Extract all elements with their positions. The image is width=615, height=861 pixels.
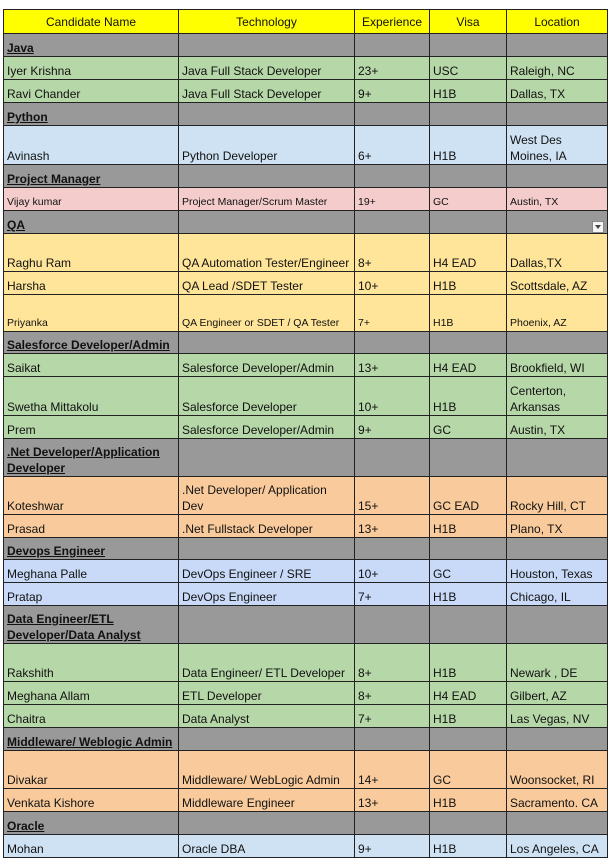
table-row <box>4 272 608 295</box>
table-row <box>4 515 608 538</box>
empty-cell[interactable] <box>430 103 507 126</box>
section-label[interactable]: Middleware/ Weblogic Admin <box>4 728 179 751</box>
section-label[interactable]: Java <box>4 34 179 57</box>
section-row-project-manager <box>4 165 608 188</box>
experience-cell[interactable]: 10+ <box>355 377 430 416</box>
empty-cell[interactable] <box>355 211 430 234</box>
technology-cell[interactable]: DevOps Engineer / SRE <box>179 560 355 583</box>
technology-cell[interactable]: Salesforce Developer/Admin <box>179 416 355 439</box>
location-cell[interactable]: Newark , DE <box>507 644 608 682</box>
visa-cell[interactable]: H1B <box>430 789 507 812</box>
empty-cell[interactable] <box>355 606 430 644</box>
empty-cell[interactable] <box>507 165 608 188</box>
table-row <box>4 416 608 439</box>
candidate-name-cell[interactable]: Rakshith <box>4 644 179 682</box>
technology-cell[interactable]: Project Manager/Scrum Master <box>179 188 355 211</box>
empty-cell[interactable] <box>507 439 608 477</box>
section-row-data-engineer <box>4 606 608 644</box>
empty-cell[interactable] <box>179 606 355 644</box>
technology-cell[interactable]: .Net Developer/ Application Dev <box>179 477 355 515</box>
candidate-name-cell[interactable]: Prasad <box>4 515 179 538</box>
chevron-down-icon[interactable] <box>592 221 604 233</box>
candidate-name-cell[interactable]: Divakar <box>4 751 179 789</box>
candidate-name-cell[interactable]: Avinash <box>4 126 179 165</box>
experience-cell[interactable]: 7+ <box>355 705 430 728</box>
visa-cell[interactable]: H1B <box>430 377 507 416</box>
visa-cell[interactable]: H1B <box>430 644 507 682</box>
header-row <box>4 10 608 34</box>
table-row <box>4 234 608 272</box>
candidate-name-cell[interactable]: Mohan <box>4 835 179 858</box>
location-cell[interactable]: Chicago, IL <box>507 583 608 606</box>
section-label[interactable]: Python <box>4 103 179 126</box>
empty-cell[interactable] <box>430 538 507 560</box>
candidate-name-cell[interactable]: Meghana Palle <box>4 560 179 583</box>
empty-cell[interactable] <box>430 332 507 354</box>
visa-cell[interactable]: GC EAD <box>430 477 507 515</box>
technology-cell[interactable]: Oracle DBA <box>179 835 355 858</box>
empty-cell[interactable] <box>355 34 430 57</box>
experience-cell[interactable]: 7+ <box>355 583 430 606</box>
experience-cell[interactable]: 13+ <box>355 515 430 538</box>
location-cell[interactable]: Gilbert, AZ <box>507 682 608 705</box>
candidate-name-cell[interactable]: Ravi Chander <box>4 80 179 103</box>
technology-cell[interactable]: Middleware/ WebLogic Admin <box>179 751 355 789</box>
candidate-name-cell[interactable]: Swetha Mittakolu <box>4 377 179 416</box>
section-row-java <box>4 34 608 57</box>
location-cell[interactable]: West Des Moines, IA <box>507 126 608 165</box>
visa-cell[interactable]: H4 EAD <box>430 354 507 377</box>
col-candidate-name[interactable]: Candidate Name <box>4 10 179 34</box>
experience-cell[interactable]: 15+ <box>355 477 430 515</box>
location-cell[interactable]: Brookfield, WI <box>507 354 608 377</box>
candidate-name-cell[interactable]: Harsha <box>4 272 179 295</box>
technology-cell[interactable]: .Net Fullstack Developer <box>179 515 355 538</box>
empty-cell[interactable] <box>507 538 608 560</box>
experience-cell[interactable]: 14+ <box>355 751 430 789</box>
empty-cell[interactable] <box>355 332 430 354</box>
empty-cell[interactable] <box>179 165 355 188</box>
empty-cell[interactable] <box>179 439 355 477</box>
table-row <box>4 789 608 812</box>
location-cell[interactable]: Plano, TX <box>507 515 608 538</box>
empty-cell[interactable] <box>507 332 608 354</box>
empty-cell[interactable] <box>179 728 355 751</box>
experience-cell[interactable]: 9+ <box>355 80 430 103</box>
location-cell[interactable]: Dallas, TX <box>507 80 608 103</box>
technology-cell[interactable]: Middleware Engineer <box>179 789 355 812</box>
empty-cell[interactable] <box>507 211 608 234</box>
table-row <box>4 57 608 80</box>
candidate-name-cell[interactable]: Pratap <box>4 583 179 606</box>
col-technology[interactable]: Technology <box>179 10 355 34</box>
section-label[interactable]: QA <box>4 211 179 234</box>
visa-cell[interactable]: H4 EAD <box>430 682 507 705</box>
experience-cell[interactable]: 13+ <box>355 354 430 377</box>
visa-cell[interactable]: H1B <box>430 295 507 332</box>
table-row <box>4 682 608 705</box>
empty-cell[interactable] <box>430 606 507 644</box>
experience-cell[interactable]: 13+ <box>355 789 430 812</box>
location-cell[interactable]: Centerton, Arkansas <box>507 377 608 416</box>
experience-cell[interactable]: 10+ <box>355 272 430 295</box>
candidate-name-cell[interactable]: Meghana Allam <box>4 682 179 705</box>
empty-cell[interactable] <box>507 812 608 835</box>
candidate-name-cell[interactable]: Raghu Ram <box>4 234 179 272</box>
technology-cell[interactable]: Java Full Stack Developer <box>179 57 355 80</box>
empty-cell[interactable] <box>179 103 355 126</box>
table-row <box>4 188 608 211</box>
experience-cell[interactable]: 7+ <box>355 295 430 332</box>
location-cell[interactable]: Houston, Texas <box>507 560 608 583</box>
visa-cell[interactable]: H1B <box>430 272 507 295</box>
visa-cell[interactable]: H1B <box>430 126 507 165</box>
candidate-name-cell[interactable]: Koteshwar <box>4 477 179 515</box>
location-cell[interactable]: Las Vegas, NV <box>507 705 608 728</box>
section-label[interactable]: Data Engineer/ETL Developer/Data Analyst <box>4 606 179 644</box>
technology-cell[interactable]: QA Engineer or SDET / QA Tester <box>179 295 355 332</box>
table-row <box>4 80 608 103</box>
table-row <box>4 377 608 416</box>
experience-cell[interactable]: 9+ <box>355 835 430 858</box>
table-row <box>4 354 608 377</box>
visa-cell[interactable]: GC <box>430 751 507 789</box>
experience-cell[interactable]: 8+ <box>355 682 430 705</box>
section-row-python <box>4 103 608 126</box>
candidate-table <box>3 9 608 858</box>
section-label[interactable]: Salesforce Developer/Admin <box>4 332 179 354</box>
location-cell[interactable]: Dallas,TX <box>507 234 608 272</box>
technology-cell[interactable]: QA Automation Tester/Engineer <box>179 234 355 272</box>
location-cell[interactable]: Sacramento. CA <box>507 789 608 812</box>
table-row <box>4 644 608 682</box>
section-row-qa <box>4 211 608 234</box>
empty-cell[interactable] <box>179 812 355 835</box>
visa-cell[interactable]: GC <box>430 188 507 211</box>
section-label[interactable]: Oracle <box>4 812 179 835</box>
experience-cell[interactable]: 19+ <box>355 188 430 211</box>
visa-cell[interactable]: GC <box>430 416 507 439</box>
empty-cell[interactable] <box>507 728 608 751</box>
table-row <box>4 295 608 332</box>
empty-cell[interactable] <box>355 103 430 126</box>
empty-cell[interactable] <box>179 211 355 234</box>
visa-cell[interactable]: H1B <box>430 705 507 728</box>
empty-cell[interactable] <box>430 165 507 188</box>
col-location[interactable]: Location <box>507 10 608 34</box>
empty-cell[interactable] <box>507 103 608 126</box>
visa-cell[interactable]: H1B <box>430 583 507 606</box>
candidate-name-cell[interactable]: Iyer Krishna <box>4 57 179 80</box>
section-row-devops <box>4 538 608 560</box>
empty-cell[interactable] <box>507 606 608 644</box>
visa-cell[interactable]: H1B <box>430 515 507 538</box>
experience-cell[interactable]: 9+ <box>355 416 430 439</box>
candidate-name-cell[interactable]: Prem <box>4 416 179 439</box>
table-row <box>4 126 608 165</box>
section-row-oracle <box>4 812 608 835</box>
section-label[interactable]: Project Manager <box>4 165 179 188</box>
experience-cell[interactable]: 6+ <box>355 126 430 165</box>
candidate-name-cell[interactable]: Venkata Kishore <box>4 789 179 812</box>
technology-cell[interactable]: Python Developer <box>179 126 355 165</box>
technology-cell[interactable]: Salesforce Developer/Admin <box>179 354 355 377</box>
location-cell[interactable]: Los Angeles, CA <box>507 835 608 858</box>
technology-cell[interactable]: DevOps Engineer <box>179 583 355 606</box>
technology-cell[interactable]: Java Full Stack Developer <box>179 80 355 103</box>
visa-cell[interactable]: H1B <box>430 835 507 858</box>
section-label[interactable]: .Net Developer/Application Developer <box>4 439 179 477</box>
technology-cell[interactable]: Data Analyst <box>179 705 355 728</box>
table-row <box>4 835 608 858</box>
section-row-salesforce <box>4 332 608 354</box>
section-row-dotnet <box>4 439 608 477</box>
empty-cell[interactable] <box>179 34 355 57</box>
location-cell[interactable]: Rocky Hill, CT <box>507 477 608 515</box>
table-row <box>4 560 608 583</box>
visa-cell[interactable]: H1B <box>430 80 507 103</box>
col-visa[interactable]: Visa <box>430 10 507 34</box>
visa-cell[interactable]: USC <box>430 57 507 80</box>
empty-cell[interactable] <box>430 34 507 57</box>
empty-cell[interactable] <box>430 728 507 751</box>
empty-cell[interactable] <box>355 812 430 835</box>
technology-cell[interactable]: ETL Developer <box>179 682 355 705</box>
location-cell[interactable]: Scottsdale, AZ <box>507 272 608 295</box>
candidate-name-cell[interactable]: Saikat <box>4 354 179 377</box>
empty-cell[interactable] <box>355 439 430 477</box>
technology-cell[interactable]: Salesforce Developer <box>179 377 355 416</box>
section-row-middleware <box>4 728 608 751</box>
empty-cell[interactable] <box>179 538 355 560</box>
section-label[interactable]: Devops Engineer <box>4 538 179 560</box>
technology-cell[interactable]: QA Lead /SDET Tester <box>179 272 355 295</box>
location-cell[interactable]: Phoenix, AZ <box>507 295 608 332</box>
empty-cell[interactable] <box>355 538 430 560</box>
experience-cell[interactable]: 8+ <box>355 644 430 682</box>
visa-cell[interactable]: H4 EAD <box>430 234 507 272</box>
empty-cell[interactable] <box>355 728 430 751</box>
table-row <box>4 583 608 606</box>
empty-cell[interactable] <box>507 34 608 57</box>
table-row <box>4 751 608 789</box>
col-experience[interactable]: Experience <box>355 10 430 34</box>
candidate-name-cell[interactable]: Chaitra <box>4 705 179 728</box>
empty-cell[interactable] <box>430 812 507 835</box>
experience-cell[interactable]: 8+ <box>355 234 430 272</box>
table-row <box>4 477 608 515</box>
experience-cell[interactable]: 23+ <box>355 57 430 80</box>
location-cell[interactable]: Austin, TX <box>507 416 608 439</box>
empty-cell[interactable] <box>355 165 430 188</box>
empty-cell[interactable] <box>179 332 355 354</box>
location-cell[interactable]: Raleigh, NC <box>507 57 608 80</box>
empty-cell[interactable] <box>430 211 507 234</box>
candidate-name-cell[interactable]: Vijay kumar <box>4 188 179 211</box>
empty-cell[interactable] <box>430 439 507 477</box>
location-cell[interactable]: Austin, TX <box>507 188 608 211</box>
location-cell[interactable]: Woonsocket, RI <box>507 751 608 789</box>
technology-cell[interactable]: Data Engineer/ ETL Developer <box>179 644 355 682</box>
table-row <box>4 705 608 728</box>
experience-cell[interactable]: 10+ <box>355 560 430 583</box>
candidate-name-cell[interactable]: Priyanka <box>4 295 179 332</box>
visa-cell[interactable]: GC <box>430 560 507 583</box>
